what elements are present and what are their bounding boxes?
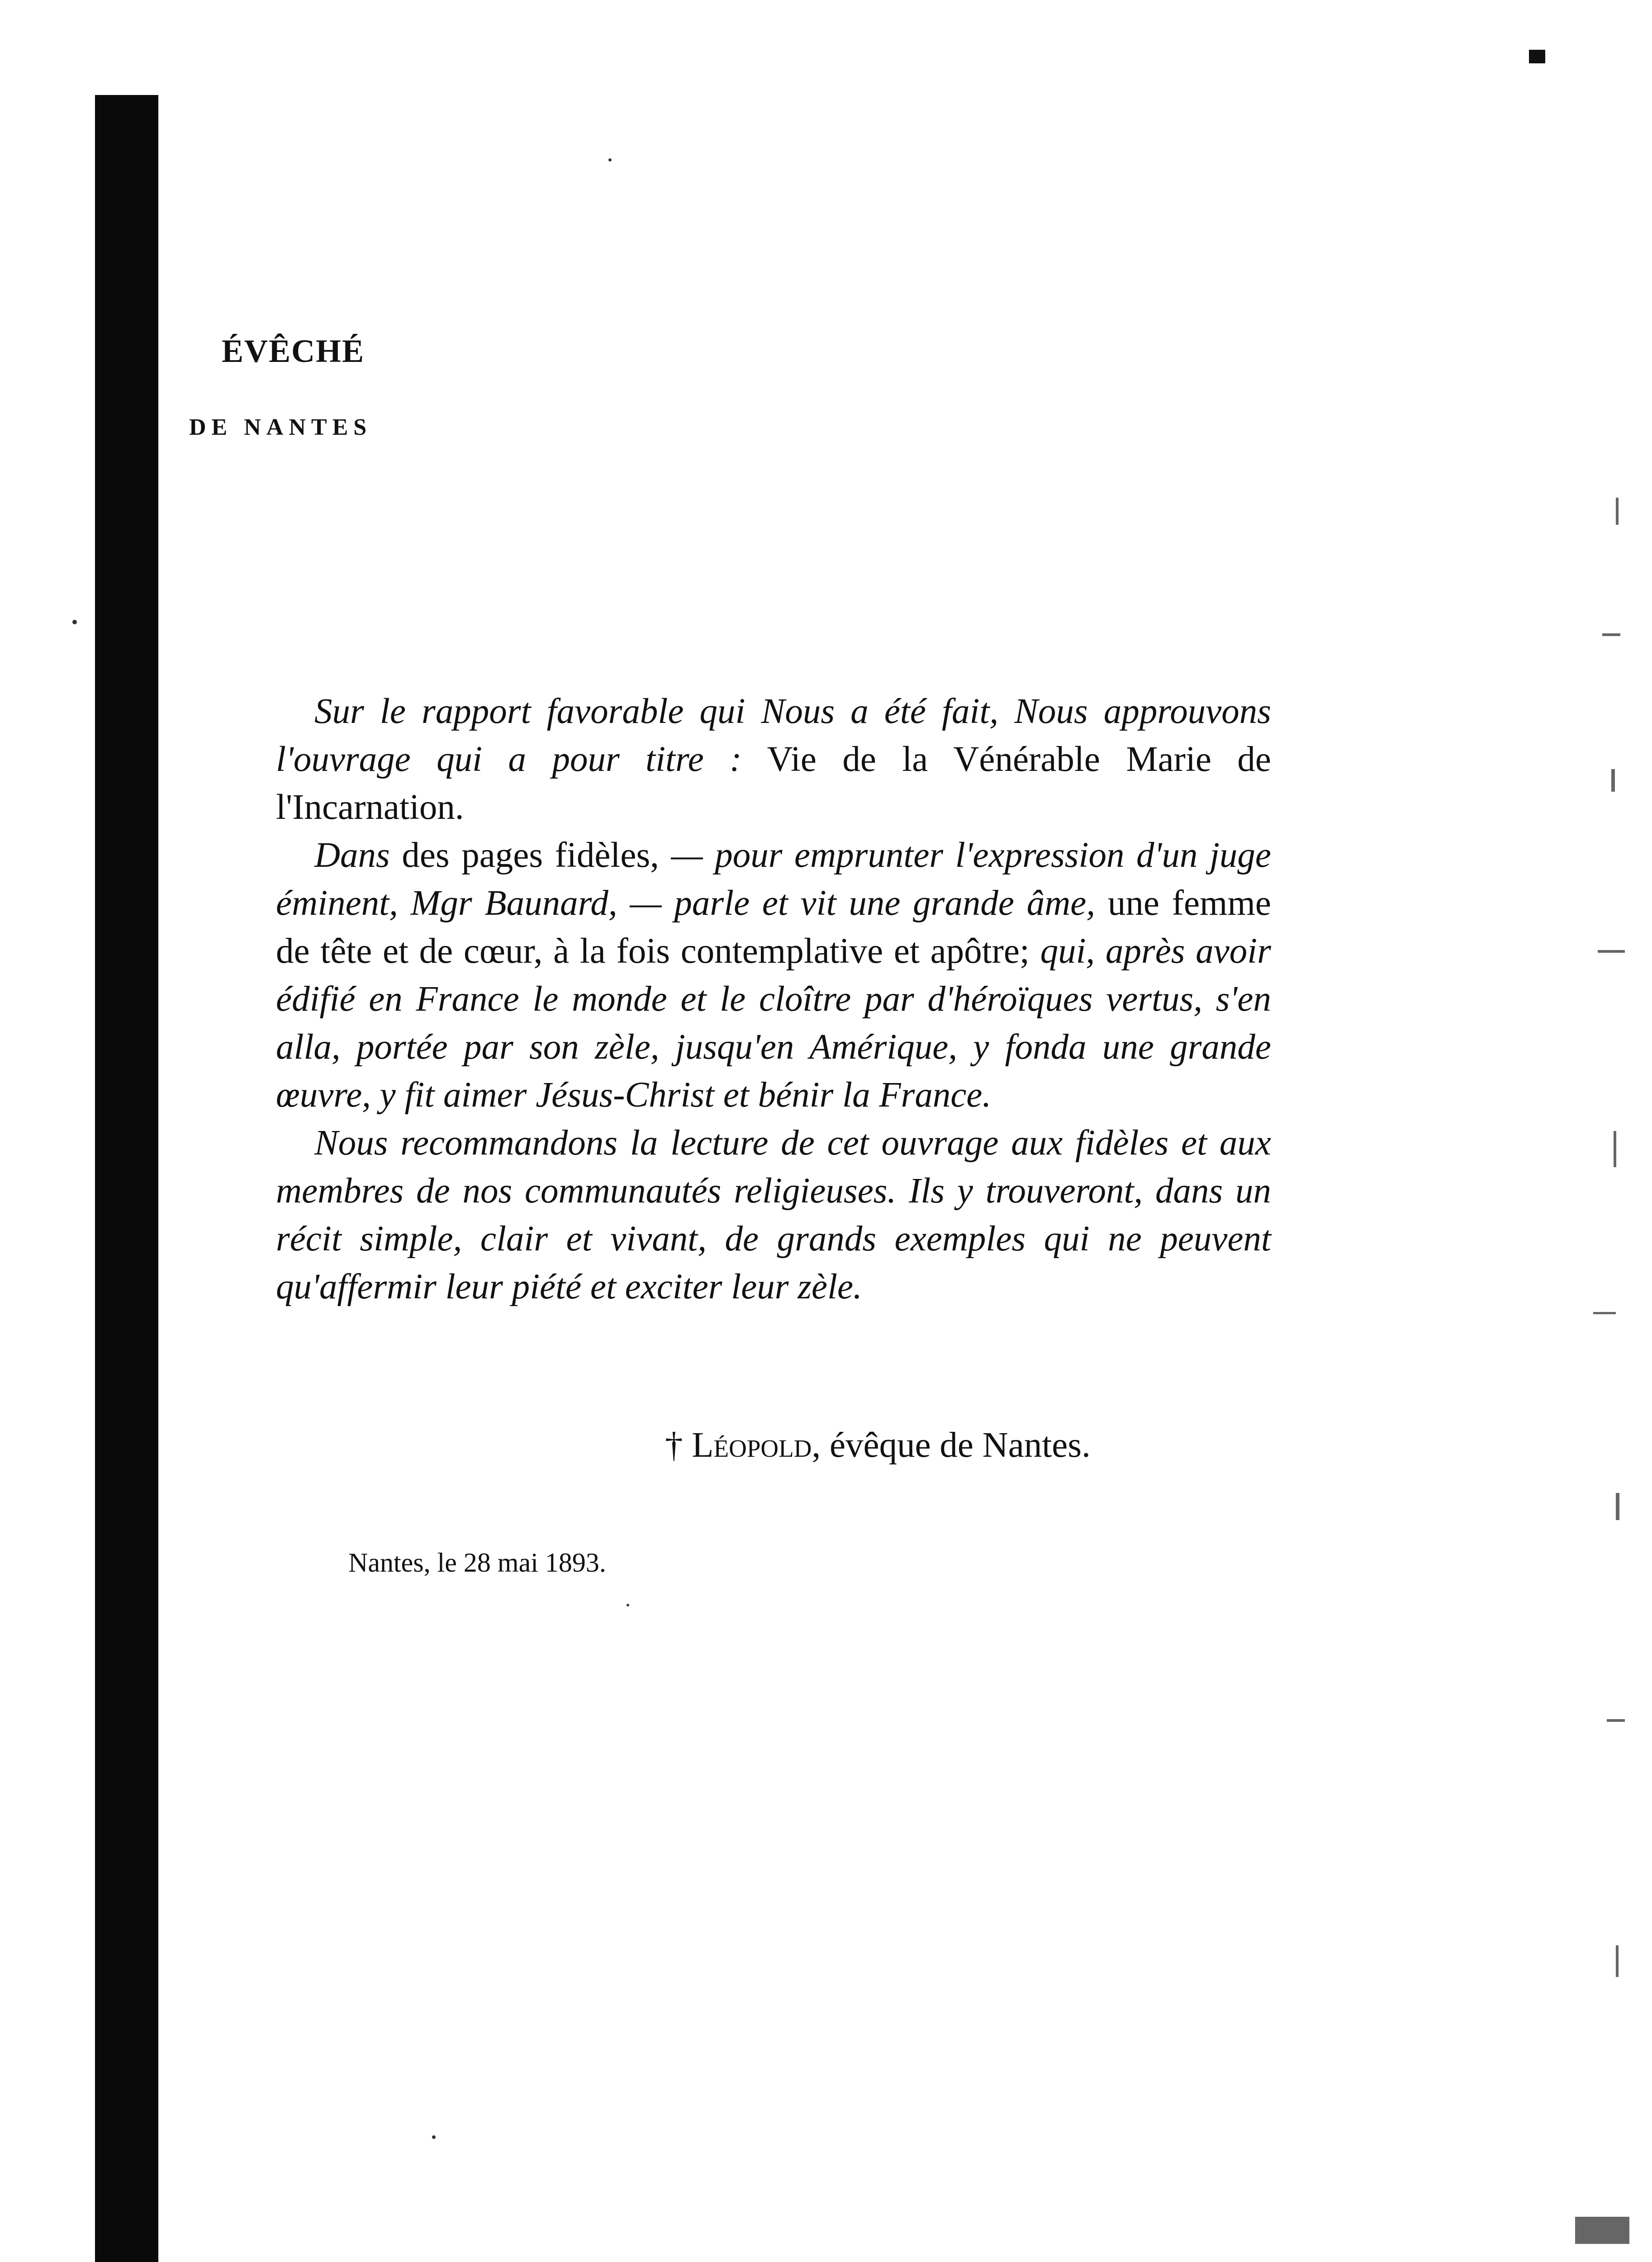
signature bbox=[665, 1425, 1091, 1466]
letterhead-title: ÉVÊCHÉ bbox=[222, 333, 365, 369]
scan-speck bbox=[608, 158, 612, 162]
scan-speck bbox=[627, 1604, 629, 1606]
letterhead bbox=[189, 333, 372, 440]
scan-binding-edge bbox=[95, 95, 158, 2262]
scan-edge-noise bbox=[1548, 452, 1638, 2262]
paragraph-3: Nous recommandons la lecture de cet ouvrage aux fidèles et aux membres de nos communautés religieuses. Ils y trouveront, dans un récit simple, clair et vivant, de grands exemples qui ne peuvent qu'affermir leur piété et exciter leur zèle. bbox=[276, 1123, 1271, 1307]
p1-italic: Sur le rapport favorable qui Nous a été fait, Nous approuvons l'ouvrage qui a pour titre : bbox=[276, 692, 1271, 779]
approval-text bbox=[276, 688, 1271, 1311]
p2-italic-a: Dans bbox=[314, 836, 390, 875]
p2-roman-a: des pages fidèles, bbox=[389, 836, 671, 875]
signatory-title: , évêque de Nantes. bbox=[812, 1426, 1091, 1465]
paragraph-1 bbox=[276, 688, 1271, 832]
p2-italic-c: qui, après avoir édifié en France le monde et le cloître par d'héroïques vertus, s'en alla, portée par son zèle, jusqu'en Amérique, y fonda une grande œuvre, y fit aimer Jésus-Christ et bénir la France. bbox=[276, 931, 1271, 1115]
paragraph-2 bbox=[276, 832, 1271, 1119]
date-line: Nantes, le 28 mai 1893. bbox=[348, 1548, 606, 1578]
scan-corner-mark bbox=[1529, 50, 1545, 63]
p2-roman-b: une femme de tête et de cœur, à la fois contemplative et apôtre; bbox=[276, 884, 1271, 971]
scan-speck bbox=[72, 620, 77, 624]
signatory-name: Léopold bbox=[692, 1426, 812, 1465]
scan-speck bbox=[432, 2135, 436, 2139]
cross-symbol: † bbox=[665, 1426, 683, 1465]
p2-italic-b: — pour emprunter l'expression d'un juge éminent, Mgr Baunard, — parle et vit une grande âme, bbox=[276, 836, 1271, 923]
p1-book-title: Vie de la Vénérable Marie de l'Incarnation. bbox=[276, 740, 1271, 827]
letterhead-subtitle: DE NANTES bbox=[189, 414, 372, 440]
